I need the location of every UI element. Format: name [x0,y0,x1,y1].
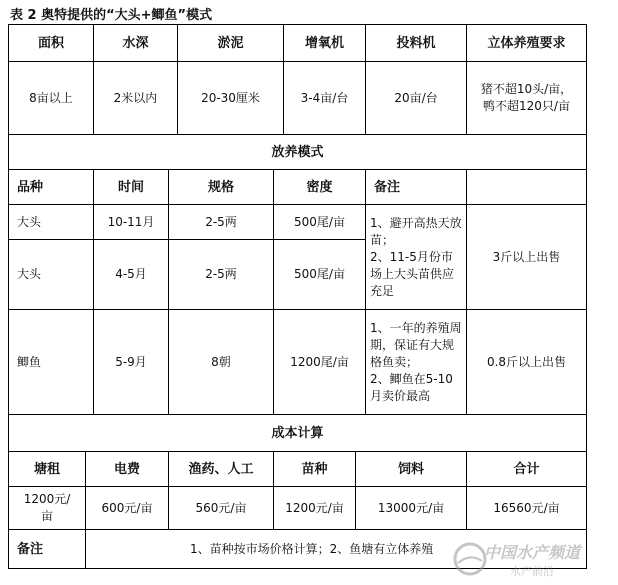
remark-text: 1、苗种按市场价格计算；2、鱼塘有立体养殖 [85,529,587,569]
value-polyculture: 猪不超10头/亩，鸭不超120只/亩 [466,61,587,135]
watermark-subtext: 水产前沿 [510,565,554,578]
row2-species: 大头 [8,239,94,310]
row3-species: 鲫鱼 [8,309,94,415]
value-medicine-labor: 560元/亩 [168,486,274,530]
header-medicine-labor: 渔药、人工 [168,451,274,487]
row1-time: 10-11月 [93,204,169,240]
header-electricity: 电费 [85,451,169,487]
header-area: 面积 [8,24,94,62]
value-depth: 2米以内 [93,61,178,135]
sale-bighead: 3斤以上出售 [466,204,587,310]
row3-density: 1200尾/亩 [273,309,366,415]
header-aerator: 增氧机 [283,24,366,62]
row2-density: 500尾/亩 [273,239,366,310]
header-time: 时间 [93,169,169,205]
stocking-section-title: 放养模式 [8,134,587,170]
header-polyculture: 立体养殖要求 [466,24,587,62]
sale-crucian: 0.8斤以上出售 [466,309,587,415]
value-rent: 1200元/亩 [8,486,86,530]
value-aerator: 3-4亩/台 [283,61,366,135]
remark-label: 备注 [8,529,86,569]
header-species: 品种 [8,169,94,205]
row3-time: 5-9月 [93,309,169,415]
header-density: 密度 [273,169,366,205]
row3-spec: 8朝 [168,309,274,415]
value-feed: 13000元/亩 [355,486,467,530]
watermark-text: 中国水产频道 [484,543,581,562]
header-note: 备注 [365,169,467,205]
header-feeder: 投料机 [365,24,467,62]
note-bighead: 1、避开高热天放苗； 2、11-5月份市场上大头苗供应充足 [365,204,467,310]
row2-time: 4-5月 [93,239,169,310]
value-area: 8亩以上 [8,61,94,135]
value-sludge: 20-30厘米 [177,61,284,135]
header-sludge: 淤泥 [177,24,284,62]
value-feeder: 20亩/台 [365,61,467,135]
cost-section-title: 成本计算 [8,414,587,452]
header-spec: 规格 [168,169,274,205]
row1-species: 大头 [8,204,94,240]
header-blank [466,169,587,205]
header-total: 合计 [466,451,587,487]
table-caption: 表 2 奥特提供的“大头+鲫鱼”模式 [10,8,213,23]
value-fry: 1200元/亩 [273,486,356,530]
header-depth: 水深 [93,24,178,62]
header-rent: 塘租 [8,451,86,487]
value-total: 16560元/亩 [466,486,587,530]
header-fry: 苗种 [273,451,356,487]
value-electricity: 600元/亩 [85,486,169,530]
row1-spec: 2-5两 [168,204,274,240]
note-crucian: 1、一年的养殖周期，保证有大规格鱼卖； 2、鲫鱼在5-10月卖价最高 [365,309,467,415]
row2-spec: 2-5两 [168,239,274,310]
row1-density: 500尾/亩 [273,204,366,240]
header-feed: 饲料 [355,451,467,487]
